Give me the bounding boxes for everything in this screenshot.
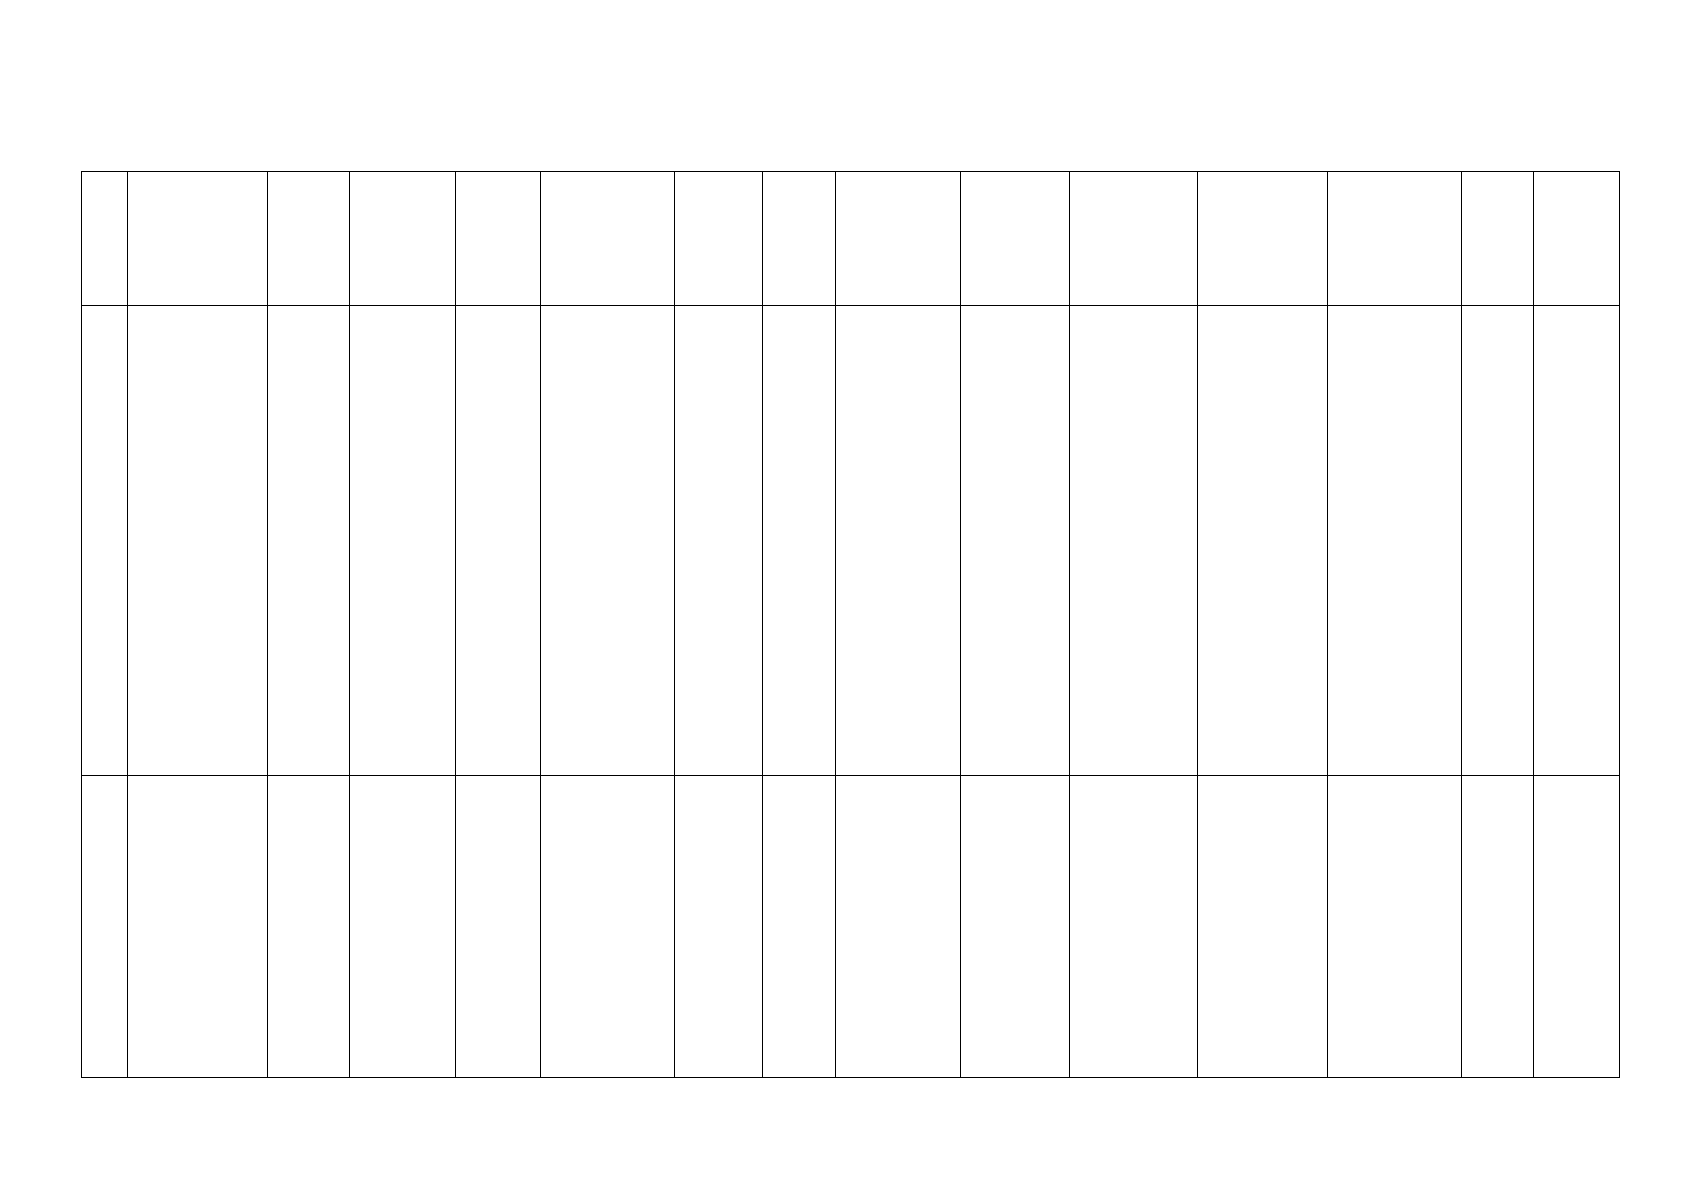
cell-unit (456, 776, 541, 1078)
cell-profile (961, 306, 1070, 776)
cell-date (1534, 776, 1620, 1078)
cell-locality (675, 306, 763, 776)
cell-ownership (350, 172, 456, 306)
cell-unit (456, 172, 541, 306)
cell-unit (456, 306, 541, 776)
cell-num (82, 776, 128, 1078)
cell-organization (128, 776, 268, 1078)
cell-code (268, 172, 350, 306)
cell-ownership (350, 776, 456, 1078)
cell-ownership (350, 306, 456, 776)
cell-equipment (1198, 306, 1328, 776)
cell-division (836, 172, 961, 306)
cell-organization (128, 306, 268, 776)
cell-num (82, 172, 128, 306)
cell-quantity (1462, 306, 1534, 776)
cell-date (1534, 172, 1620, 306)
cell-organization (128, 172, 268, 306)
cell-code (268, 306, 350, 776)
cell-num (82, 306, 128, 776)
cell-document (1328, 776, 1462, 1078)
cell-division (836, 306, 961, 776)
cell-date (1534, 306, 1620, 776)
cell-care-form (1070, 776, 1198, 1078)
cell-address (541, 776, 675, 1078)
cell-population (763, 306, 836, 776)
cell-care-form (1070, 172, 1198, 306)
table-row-continuation (82, 172, 1620, 306)
cell-equipment (1198, 776, 1328, 1078)
cell-code (268, 776, 350, 1078)
cell-care-form (1070, 306, 1198, 776)
cell-profile (961, 776, 1070, 1078)
cell-population (763, 776, 836, 1078)
cell-division (836, 776, 961, 1078)
cell-locality (675, 172, 763, 306)
cell-locality (675, 776, 763, 1078)
cell-address (541, 172, 675, 306)
table-row (82, 776, 1620, 1078)
cell-quantity (1462, 776, 1534, 1078)
cell-address (541, 306, 675, 776)
cell-population (763, 172, 836, 306)
equipment-table (81, 171, 1620, 1078)
cell-profile (961, 172, 1070, 306)
cell-document (1328, 306, 1462, 776)
cell-quantity (1462, 172, 1534, 306)
cell-document (1328, 172, 1462, 306)
table-row (82, 306, 1620, 776)
cell-equipment (1198, 172, 1328, 306)
